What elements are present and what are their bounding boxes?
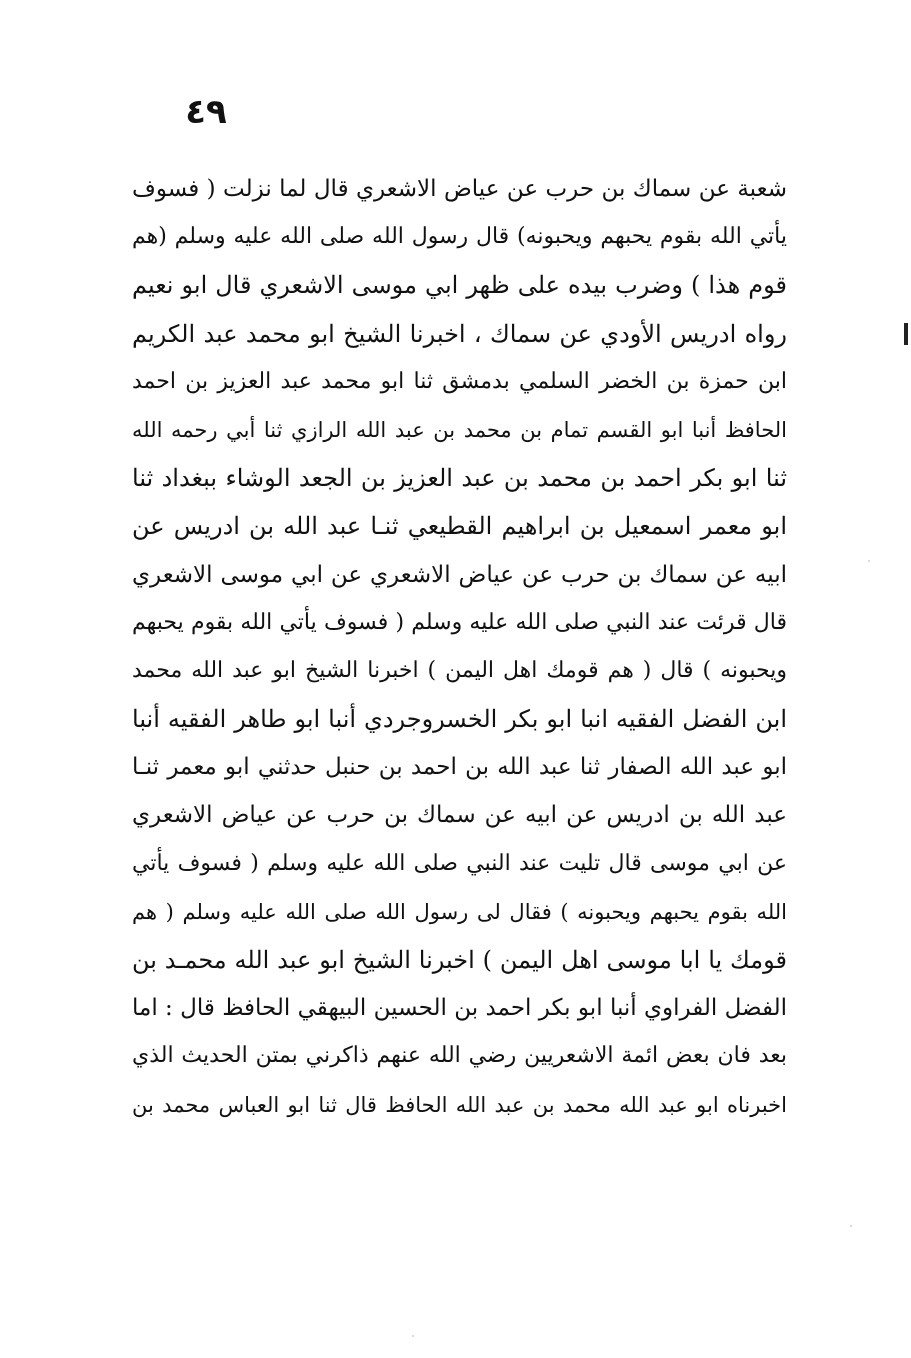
text-line: يأتي الله بقوم يحبهم ويحبونه) قال رسول الله صلى الله عليه وسلم (هم: [132, 224, 787, 250]
text-line: رواه ادريس الأودي عن سماك ، اخبرنا الشيخ ابو محمد عبد الكريم: [132, 319, 787, 348]
text-line: ابيه عن سماك بن حرب عن عياض الاشعري عن ابي موسى الاشعري: [132, 561, 787, 588]
text-line: ابن حمزة بن الخضر السلمي بدمشق ثنا ابو محمد عبد العزيز بن احمد: [132, 368, 787, 394]
text-line: ابو معمر اسمعيل بن ابراهيم القطيعي ثنـا عبد الله بن ادريس عن: [132, 512, 787, 541]
text-line: عن ابي موسى قال تليت عند النبي صلى الله عليه وسلم ( فسوف يأتي: [132, 850, 787, 876]
text-line: الفضل الفراوي أنبا ابو بكر احمد بن الحسين البيهقي الحافظ قال : اما: [132, 995, 787, 1022]
text-line: قال قرئت عند النبي صلى الله عليه وسلم ( فسوف يأتي الله بقوم يحبهم: [132, 609, 787, 635]
margin-mark: [904, 323, 908, 345]
text-line: الله بقوم يحبهم ويحبونه ) فقال لى رسول الله صلى الله عليه وسلم ( هم: [132, 899, 787, 924]
text-line: شعبة عن سماك بن حرب عن عياض الاشعري قال لما نزلت ( فسوف: [132, 176, 787, 202]
text-line: قوم هذا ) وضرب بيده على ظهر ابي موسى الاشعري قال ابو نعيم: [132, 271, 787, 300]
scan-speck: [412, 1335, 414, 1337]
text-line: عبد الله بن ادريس عن ابيه عن سماك بن حرب عن عياض الاشعري: [132, 802, 787, 829]
page-number: ٤٩: [185, 92, 227, 132]
text-line: بعد فان بعض ائمة الاشعريين رضي الله عنهم ذاكرني بمتن الحديث الذي: [132, 1043, 787, 1069]
text-line: ابن الفضل الفقيه انبا ابو بكر الخسروجردي أنبا ابو طاهر الفقيه أنبا: [132, 705, 787, 734]
body-text: [132, 165, 787, 1129]
scan-speck: [868, 560, 870, 562]
text-line: ثنا ابو بكر احمد بن محمد بن عبد العزيز بن الجعد الوشاء ببغداد ثنا: [132, 464, 787, 493]
scan-speck: [850, 1225, 852, 1227]
text-line: ويحبونه ) قال ( هم قومك اهل اليمن ) اخبرنا الشيخ ابو عبد الله محمد: [132, 657, 787, 683]
text-line: ابو عبد الله الصفار ثنا عبد الله بن احمد بن حنبل حدثني ابو معمر ثنـا: [132, 754, 787, 781]
text-line: قومك يا ابا موسى اهل اليمن ) اخبرنا الشيخ ابو عبد الله محمـد بن: [132, 946, 787, 974]
text-line: اخبرناه ابو عبد الله محمد بن عبد الله الحافظ قال ثنا ابو العباس محمد بن: [132, 1092, 787, 1117]
text-line: الحافظ أنبا ابو القسم تمام بن محمد بن عبد الله الرازي ثنا أبي رحمه الله: [132, 417, 787, 442]
